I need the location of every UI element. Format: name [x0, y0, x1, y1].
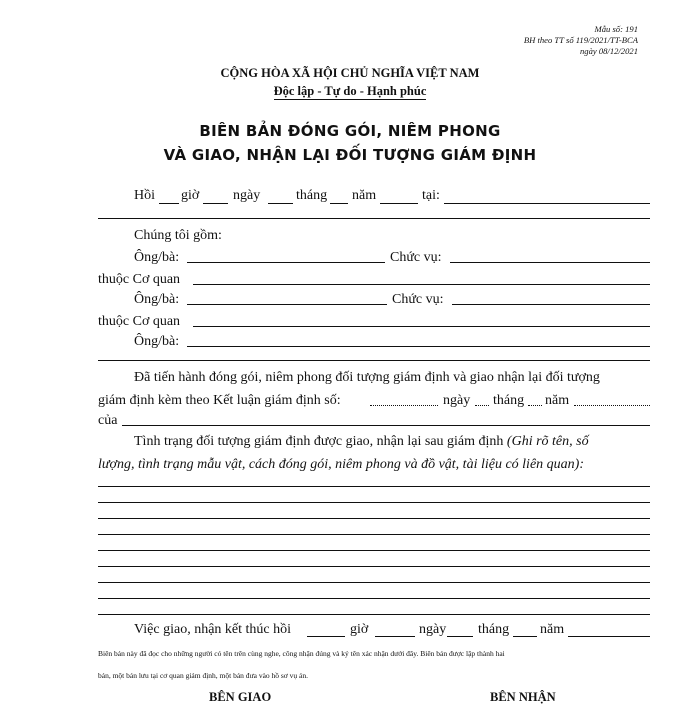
member3-extra-line[interactable]	[98, 360, 650, 361]
para1-ngay: ngày	[443, 393, 471, 408]
writing-line-7[interactable]	[98, 582, 650, 583]
conclusion-year-line[interactable]	[574, 405, 650, 406]
form-code	[524, 24, 638, 57]
end-hour-line[interactable]	[307, 636, 345, 637]
field-place-line-2[interactable]	[98, 218, 650, 219]
member1-position-label: Chức vụ:	[390, 250, 442, 265]
para2-line1-note: (Ghi rõ tên, số	[506, 434, 589, 449]
conclusion-day-line[interactable]	[475, 405, 489, 406]
member2-agency-label: thuộc Cơ quan	[98, 314, 181, 329]
end-day-line[interactable]	[447, 636, 473, 637]
label-nam: năm	[352, 188, 377, 203]
field-hour-line[interactable]	[159, 203, 179, 204]
member1-agency-line[interactable]	[193, 284, 650, 285]
signature-receiver: BÊN NHẬN	[490, 690, 556, 704]
member2-position-label: Chức vụ:	[392, 292, 444, 307]
note-line1: Biên bản này đã đọc cho những người có tên trên cùng nghe, công nhận đúng và ký tên xác nhận dưới đây. Biên bản được lập thành hai	[98, 649, 505, 658]
field-place-line[interactable]	[444, 203, 650, 204]
conclusion-agency-line[interactable]	[122, 425, 650, 426]
label-ngay: ngày	[233, 188, 261, 203]
member1-position-line[interactable]	[450, 262, 650, 263]
writing-line-6[interactable]	[98, 566, 650, 567]
writing-line-2[interactable]	[98, 502, 650, 503]
writing-line-9[interactable]	[98, 614, 650, 615]
member2-position-line[interactable]	[452, 304, 650, 305]
writing-line-3[interactable]	[98, 518, 650, 519]
para1-line2-label: giám định kèm theo Kết luận giám định số:	[98, 393, 341, 408]
member3-label: Ông/bà:	[134, 334, 180, 349]
para2-line1	[134, 434, 589, 450]
label-thang: tháng	[296, 188, 328, 203]
end-month-line[interactable]	[513, 636, 537, 637]
field-year-line[interactable]	[380, 203, 418, 204]
member2-name-line[interactable]	[187, 304, 387, 305]
form-code-circular: BH theo TT số 119/2021/TT-BCA	[523, 35, 638, 45]
writing-line-1[interactable]	[98, 486, 650, 487]
field-day-line[interactable]	[268, 203, 293, 204]
member2-label: Ông/bà:	[134, 292, 180, 307]
signature-giver: BÊN GIAO	[209, 690, 272, 704]
end-row-thang: tháng	[478, 622, 510, 637]
para1-line1: Đã tiến hành đóng gói, niêm phong đối tượng giám định và giao nhận lại đối tượng	[134, 370, 600, 385]
para1-nam: năm	[545, 393, 570, 408]
field-minute-line[interactable]	[203, 203, 228, 204]
para1-thang: tháng	[493, 393, 525, 408]
label-gio: giờ	[181, 188, 200, 203]
note-line2: bản, một bản lưu tại cơ quan giám định, một bản đưa vào hồ sơ vụ án.	[98, 671, 308, 680]
label-tai: tại:	[422, 188, 440, 203]
end-row-gio: giờ	[350, 622, 369, 637]
end-year-line[interactable]	[568, 636, 650, 637]
label-hoi: Hồi	[134, 188, 155, 203]
end-row-label: Việc giao, nhận kết thúc hồi	[134, 622, 292, 637]
conclusion-number-line[interactable]	[370, 405, 438, 406]
member1-label: Ông/bà:	[134, 250, 180, 265]
document-title-line2: VÀ GIAO, NHẬN LẠI ĐỐI TƯỢNG GIÁM ĐỊNH	[163, 146, 537, 164]
para2-line1-text: Tình trạng đối tượng giám định được giao, nhận lại sau giám định	[134, 434, 504, 449]
motto-text: Độc lập - Tự do - Hạnh phúc	[273, 84, 427, 98]
motto	[0, 84, 700, 99]
end-minute-line[interactable]	[375, 636, 415, 637]
member2-agency-line[interactable]	[193, 326, 650, 327]
form-code-number: Mẫu số: 191	[594, 24, 638, 34]
para2-line2: lượng, tình trạng mẫu vật, cách đóng gói, niêm phong và đồ vật, tài liệu có liên quan):	[98, 457, 584, 472]
end-row-nam: năm	[540, 622, 565, 637]
member1-agency-label: thuộc Cơ quan	[98, 272, 181, 287]
field-month-line[interactable]	[330, 203, 348, 204]
writing-line-4[interactable]	[98, 534, 650, 535]
member1-name-line[interactable]	[187, 262, 385, 263]
writing-line-5[interactable]	[98, 550, 650, 551]
writing-line-8[interactable]	[98, 598, 650, 599]
form-code-date: ngày 08/12/2021	[579, 46, 638, 56]
para1-cua: của	[98, 413, 118, 428]
member3-name-line[interactable]	[187, 346, 650, 347]
document-title-line1: BIÊN BẢN ĐÓNG GÓI, NIÊM PHONG	[199, 122, 501, 140]
members-intro: Chúng tôi gồm:	[134, 228, 222, 243]
end-row-ngay: ngày	[419, 622, 447, 637]
conclusion-month-line[interactable]	[528, 405, 542, 406]
nation-title: CỘNG HÒA XÃ HỘI CHỦ NGHĨA VIỆT NAM	[220, 66, 480, 80]
